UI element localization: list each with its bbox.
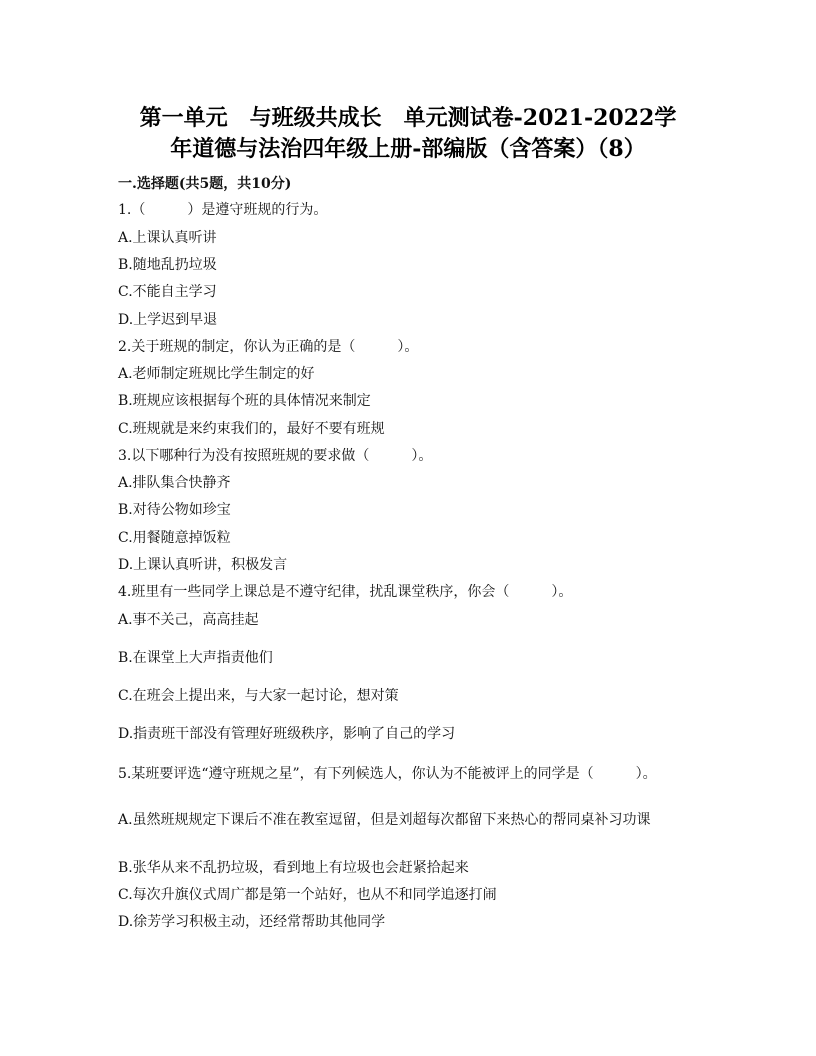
question-1-option-c: C.不能自主学习	[118, 284, 217, 300]
question-1-option-a: A.上课认真听讲	[118, 230, 217, 246]
question-3-stem: 3.以下哪种行为没有按照班规的要求做（ ）。	[118, 448, 433, 464]
question-4-option-c: C.在班会上提出来，与大家一起讨论，想对策	[118, 688, 399, 704]
question-2-option-b: B.班规应该根据每个班的具体情况来制定	[118, 393, 371, 409]
question-1-stem: 1.（ ）是遵守班规的行为。	[118, 202, 328, 218]
question-4-option-b: B.在课堂上大声指责他们	[118, 650, 273, 666]
question-5-option-c: C.每次升旗仪式周广都是第一个站好，也从不和同学追逐打闹	[118, 887, 497, 903]
question-3-option-c: C.用餐随意掉饭粒	[118, 530, 231, 546]
question-2-stem: 2.关于班规的制定，你认为正确的是（ ）。	[118, 339, 419, 355]
document-title-line-2: 年道德与法治四年级上册-部编版（含答案）（8）	[170, 136, 646, 162]
question-5-stem: 5.某班要评选“遵守班规之星”，有下列候选人，你认为不能被评上的同学是（ ）。	[118, 766, 657, 782]
question-4-option-a: A.事不关己，高高挂起	[118, 612, 259, 628]
question-3-option-d: D.上课认真听讲，积极发言	[118, 557, 288, 573]
question-1-option-d: D.上学迟到早退	[118, 312, 218, 328]
question-2-option-c: C.班规就是来约束我们的，最好不要有班规	[118, 421, 385, 437]
question-5-option-b: B.张华从来不乱扔垃圾，看到地上有垃圾也会赶紧拾起来	[118, 860, 469, 876]
question-2-option-a: A.老师制定班规比学生制定的好	[118, 366, 315, 382]
question-1-option-b: B.随地乱扔垃圾	[118, 257, 217, 273]
question-5-option-a: A.虽然班规规定下课后不准在教室逗留，但是刘超每次都留下来热心的帮同桌补习功课	[118, 812, 651, 828]
question-3-option-a: A.排队集合快静齐	[118, 475, 231, 491]
question-5-option-d: D.徐芳学习积极主动，还经常帮助其他同学	[118, 914, 386, 930]
question-4-stem: 4.班里有一些同学上课总是不遵守纪律，扰乱课堂秩序，你会（ ）。	[118, 584, 573, 600]
question-3-option-b: B.对待公物如珍宝	[118, 502, 231, 518]
document-title-line-1: 第一单元 与班级共成长 单元测试卷-2021-2022学	[139, 105, 677, 131]
question-4-option-d: D.指责班干部没有管理好班级秩序，影响了自己的学习	[118, 726, 456, 742]
section-heading: 一.选择题(共5题，共10分)	[118, 176, 292, 192]
